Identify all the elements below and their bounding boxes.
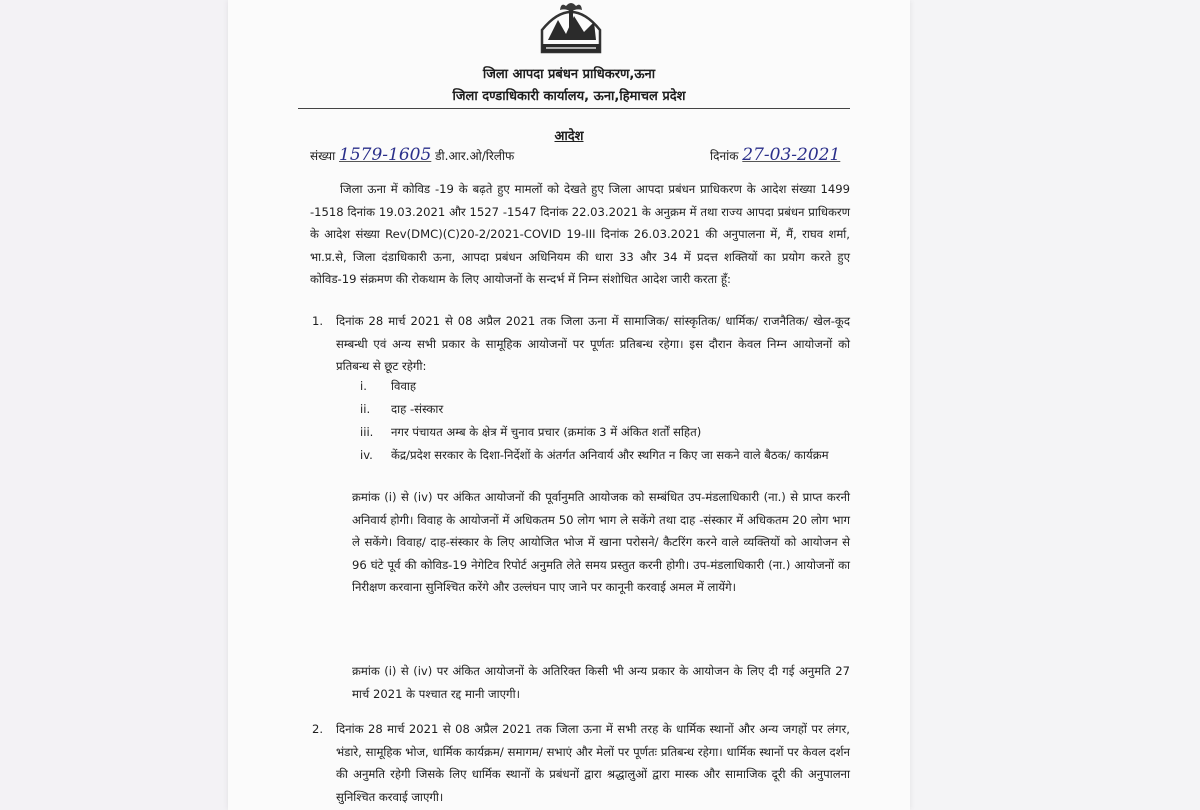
- order-date-label: दिनांक: [710, 149, 739, 163]
- list-item-text: विवाह: [391, 379, 417, 393]
- order-date: [710, 145, 840, 165]
- list-item-text: नगर पंचायत अम्ब के क्षेत्र में चुनाव प्रचार (क्रमांक 3 में अंकित शर्तों सहित): [391, 425, 702, 439]
- list-item-text: दाह -संस्कार: [391, 402, 444, 416]
- order-number: [310, 145, 514, 165]
- item-number: 1.: [312, 314, 324, 328]
- item-number: 2.: [312, 722, 324, 736]
- background-right: [910, 0, 1200, 810]
- state-emblem-icon: [536, 0, 606, 62]
- order-number-handwritten: 1579-1605: [339, 145, 432, 165]
- list-item-numeral: ii.: [360, 402, 371, 416]
- header-divider: [298, 108, 850, 109]
- item-text: दिनांक 28 मार्च 2021 से 08 अप्रैल 2021 तक जिला ऊना में सभी तरह के धार्मिक स्थानों और अन्य जगहों पर लंगर, भंडारे, सामूहिक भोज, धार्मिक कार्यक्रम/ समागम/ सभाएं और मेलों पर पूर्णतः प्रतिबन्ध रहेगा। धार्मिक स्थानों पर केवल दर्शन की अनुमति रहेगी जिसके लिए धार्मिक स्थानों के प्रबंधनों द्वारा श्रद्धालुओं द्वारा मास्क और सामाजिक दूरी की अनुपालना सुनिश्चित करवाई जाएगी।: [336, 722, 850, 804]
- office-name: जिला दण्डाधिकारी कार्यालय, ऊना,हिमाचल प्रदेश: [452, 89, 686, 104]
- order-title: आदेश: [554, 129, 584, 144]
- cancellation-paragraph: क्रमांक (i) से (iv) पर अंकित आयोजनों के अतिरिक्त किसी भी अन्य प्रकार के आयोजन के लिए दी गई अनुमति 27 मार्च 2021 के पश्चात रद्द मानी जाएगी।: [352, 664, 850, 701]
- order-number-suffix: डी.आर.ओ/रिलीफ: [435, 149, 515, 163]
- list-item-text: केंद्र/प्रदेश सरकार के दिशा-निर्देशों के अंतर्गत अनिवार्य और स्थगित न किए जा सकने वाले बैठक/ कार्यक्रम: [391, 448, 829, 462]
- intro-paragraph: जिला ऊना में कोविड -19 के बढ़ते हुए मामलों को देखते हुए जिला आपदा प्रबंधन प्राधिकरण के आदेश संख्या 1499 -1518 दिनांक 19.03.2021 और 1527 -1547 दिनांक 22.03.2021 के अनुक्रम में तथा राज्य आपदा प्रबंधन प्राधिकरण के आदेश संख्या Rev(DMC)(C)20-2/2021-COVID 19-III दिनांक 26.03.2021 की अनुपालना में, मैं, राघव शर्मा, भा.प्र.से, जिला दंडाधिकारी ऊना, आपदा प्रबंधन अधिनियम की धारा 33 और 34 में प्रदत्त शक्तियों का प्रयोग करते हुए कोविड-19 संक्रमण की रोकथाम के लिए आयोजनों के सन्दर्भ में निम्न संशोधित आदेश जारी करता हूँ:: [310, 182, 850, 286]
- order-item-2: [312, 718, 850, 808]
- document-page: [228, 0, 910, 810]
- order-item-1: [312, 310, 850, 378]
- background-left: [0, 0, 228, 810]
- list-item-numeral: iv.: [360, 448, 373, 462]
- order-number-label: संख्या: [310, 149, 336, 163]
- list-item-numeral: iii.: [360, 425, 374, 439]
- order-date-handwritten: 27-03-2021: [742, 145, 841, 165]
- exemption-conditions-paragraph: क्रमांक (i) से (iv) पर अंकित आयोजनों की पूर्वानुमति आयोजक को सम्बंधित उप-मंडलाधिकारी (ना.) से प्राप्त करनी अनिवार्य होगी। विवाह के आयोजनों में अधिकतम 50 लोग भाग ले सकेंगे तथा दाह -संस्कार में अधिकतम 20 लोग भाग ले सकेंगे। विवाह/ दाह-संस्कार के लिए आयोजित भोज में खाना परोसने/ कैटरिंग करने वाले व्यक्तियों को आयोजन से 96 घंटे पूर्व की कोविड-19 नेगेटिव रिपोर्ट अनुमति लेते समय प्रस्तुत करनी होगी। उप-मंडलाधिकारी (ना.) आयोजनों का निरीक्षण करवाना सुनिश्चित करेंगे और उल्लंघन पाए जाने पर कानूनी करवाई अमल में लायेंगे।: [352, 490, 850, 594]
- item-text: दिनांक 28 मार्च 2021 से 08 अप्रैल 2021 तक जिला ऊना में सामाजिक/ सांस्कृतिक/ धार्मिक/ राजनैतिक/ खेल-कूद सम्बन्धी एवं अन्य सभी प्रकार के सामूहिक आयोजनों पर पूर्णतः प्रतिबन्ध रहेगा। इस दौरान केवल निम्न आयोजनों को प्रतिबन्ध से छूट रहेगी:: [336, 314, 850, 373]
- authority-name: जिला आपदा प्रबंधन प्राधिकरण,ऊना: [482, 67, 656, 82]
- list-item-numeral: i.: [360, 379, 367, 393]
